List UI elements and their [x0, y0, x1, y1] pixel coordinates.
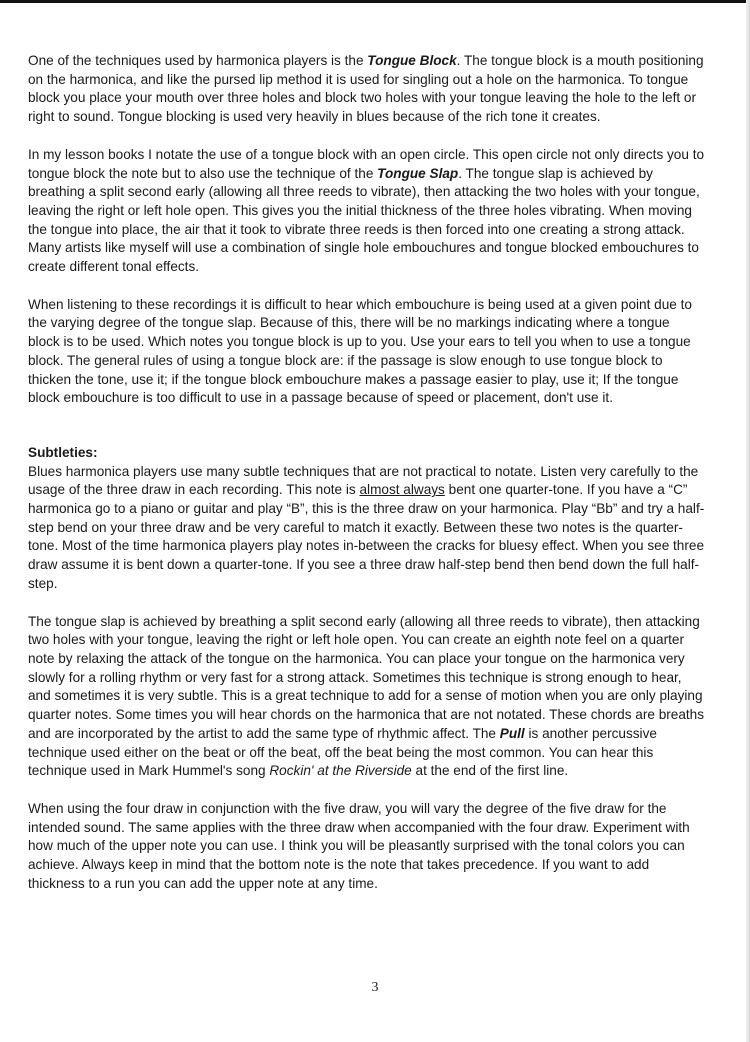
text-run: When using the four draw in conjunction with the five draw, you will vary the degree of the five draw for the intended sound. The same applies with the three draw when accompanied with the four draw. Experiment with how much of the upper note you can use. I think you will be pleasantly surprised with the tonal colors you can achieve. Always keep in mind that the bottom note is the note that takes precedence. If you want to add thickness to a run you can add the upper note at any time.: [28, 800, 690, 891]
text-run: When listening to these recordings it is difficult to hear which embouchure is being used at a given point due to the varying degree of the tongue slap. Because of this, there will be no markings indicating where a tongue block is to be used. Which notes you tongue block is up to you. Use your ears to tell you when to use a tongue block. The general rules of using a tongue block are: if the passage is slow enough to use tongue block to thicken the tone, use it; if the tongue block embouchure makes a passage easier to play, use it; If the tongue block embouchure is too difficult to use in a passage because of speed or placement, don't use it.: [28, 296, 692, 406]
term-pull: Pull: [499, 725, 525, 741]
section-heading-subtleties: Subtleties:: [28, 444, 98, 460]
paragraph-tongue-block: [28, 52, 705, 127]
paragraph-listening: [28, 296, 705, 408]
paragraph-tongue-slap-rhythm: [28, 613, 705, 781]
text-run: Blues harmonica players use many subtle techniques that are not practical to notate. Listen very carefully to the usage of the three draw in each recording. This note is: [28, 463, 699, 498]
paragraph-four-five-draw: [28, 800, 705, 894]
song-title: Rockin' at the Riverside: [269, 763, 412, 779]
paragraph-three-draw: [28, 463, 705, 594]
text-run: at the end of the first line.: [411, 763, 569, 779]
page-number: 3: [371, 980, 379, 995]
term-tongue-block: Tongue Block: [367, 53, 457, 68]
text-run: The tongue slap is achieved by breathing a split second early (allowing all three reeds to vibrate), then attacking two holes with your tongue, leaving the right or left hole open. You can create an eighth note feel on a quarter note by relaxing the attack of the tongue on the harmonica. You can place your tongue on the harmonica very slowly for a rolling rhythm or very fast for a strong attack. Sometimes this technique is strong enough to hear, and sometimes it is very subtle. This is a great technique to add for a sense of motion when you are only playing quarter notes. Some times you will hear chords on the harmonica that are not notated. These chords are breaths and are incorporated by the artist to add the same type of rhythmic affect. The: [28, 613, 705, 741]
text-run: is another percussive technique used either on the beat or off the beat, off the beat being the most common. You can hear this technique used in Mark Hummel's song: [28, 725, 657, 779]
scan-edge-shadow: [746, 0, 750, 1042]
top-border: [0, 0, 750, 3]
text-run: . The tongue block is a mouth positioning on the harmonica, and like the pursed lip method it is used for singling out a hole on the harmonica. To tongue block you place your mouth over three holes and block two holes with your tongue leaving the hole to the left or right to sound. Tongue blocking is used very heavily in blues because of the rich tone it creates.: [28, 53, 704, 125]
underlined-phrase: almost always: [359, 482, 445, 498]
paragraph-tongue-slap: [28, 146, 705, 277]
text-run: In my lesson books I notate the use of a tongue block with an open circle. This open circle not only directs you to tongue block the note but to also use the technique of the: [28, 146, 705, 181]
text-run: One of the techniques used by harmonica players is the: [28, 53, 368, 68]
text-run: . The tongue slap is achieved by breathing a split second early (allowing all three reeds to vibrate), then attacking the two holes with your tongue, leaving the right or left hole open. This gives you the initial thickness of the three holes vibrating. When moving the tongue into place, the air that it took to vibrate three reeds is then forced into one creating a strong attack. Many artists like myself will use a combination of single hole embouchures and tongue blocked embouchures to create different tonal effects.: [28, 165, 700, 275]
text-run: bent one quarter-tone. If you have a “C” harmonica go to a piano or guitar and play “B”, this is the three draw on your harmonica. Play “Bb” and try a half-step bend on your three draw and be very careful to match it exactly. Between these two notes is the quarter-tone. Most of the time harmonica players play notes in-between the cracks for bluesy effect. When you see three draw assume it is bent down a quarter-tone. If you see a three draw half-step bend then bend down the full half-step.: [28, 482, 705, 591]
term-tongue-slap: Tongue Slap: [377, 165, 459, 181]
document-body: [28, 52, 705, 893]
